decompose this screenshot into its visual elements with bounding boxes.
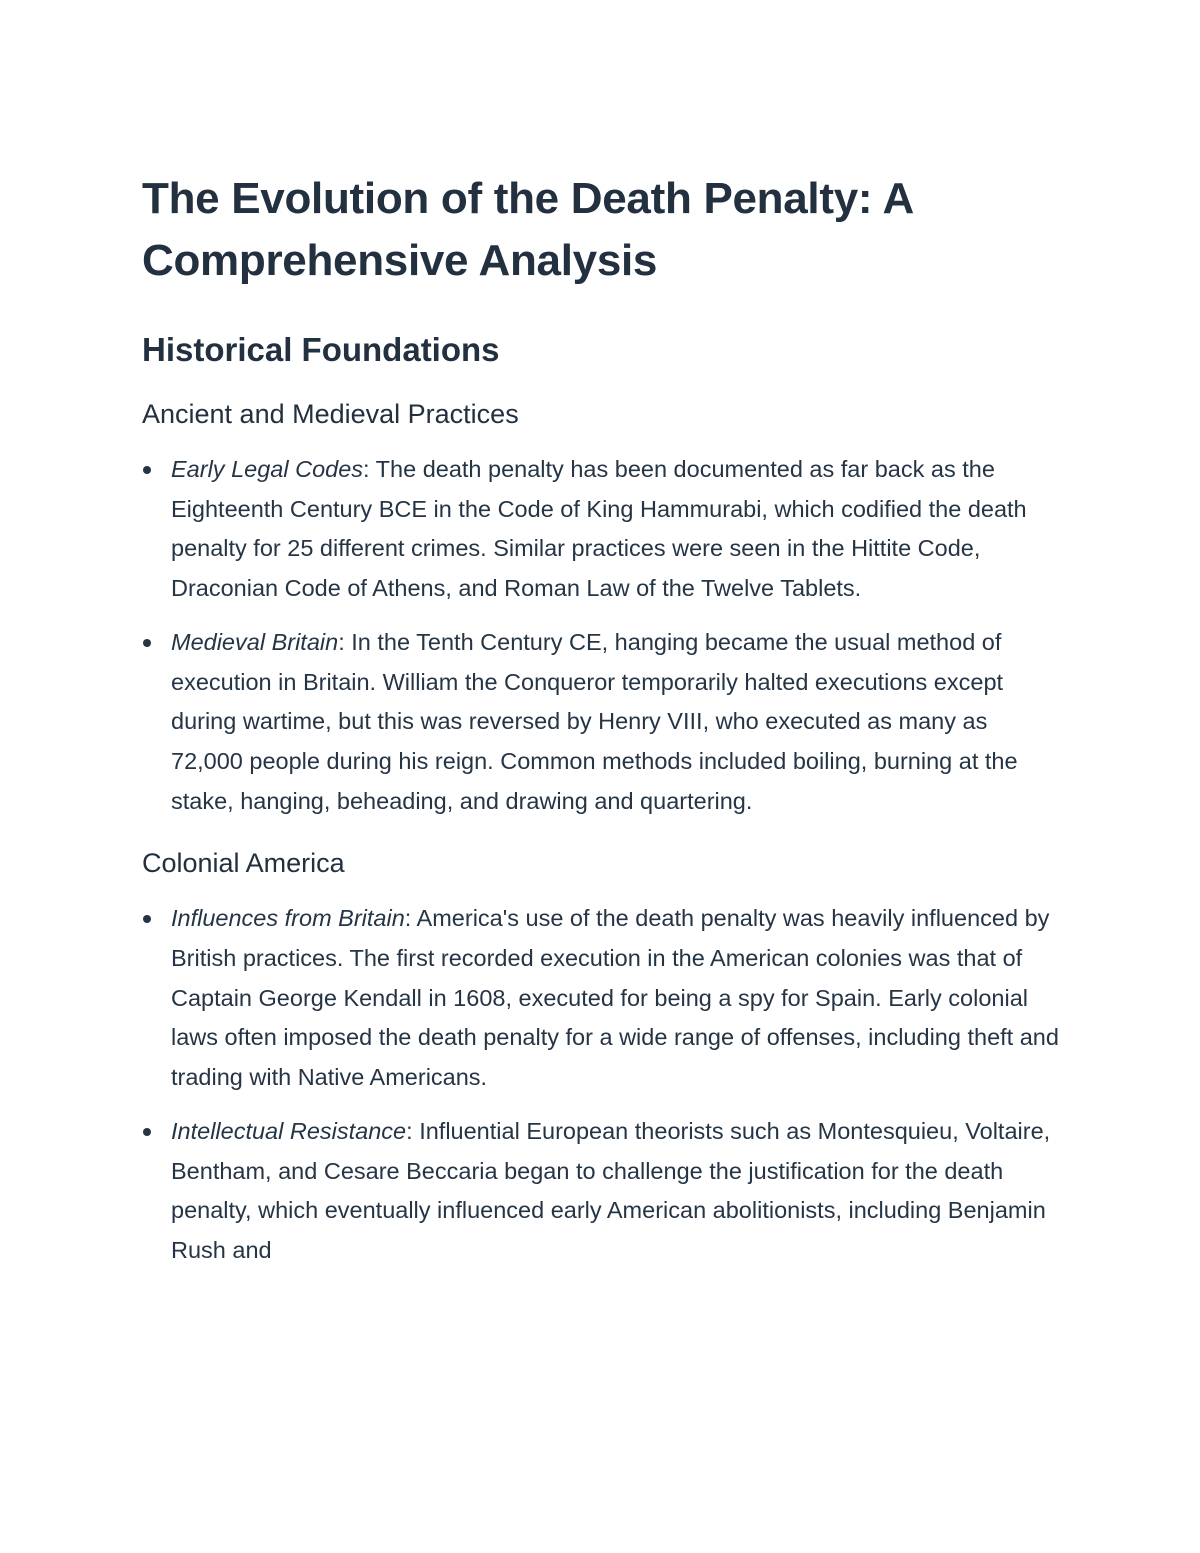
item-term: Medieval Britain (171, 628, 339, 655)
item-text: : The death penalty has been documented as far back as the Eighteenth Century BCE in the Code of King Hammurabi, which codified the death penalty for 25 different crimes. Similar practices were seen in the Hittite Code, Draconian Code of Athens, and Roman Law of the Twelve Tablets. (171, 456, 1027, 602)
bullet-dot-icon (143, 466, 151, 474)
bullet-list-ancient-medieval (142, 450, 1062, 821)
item-text: : Influential European theorists such as Montesquieu, Voltaire, Bentham, and Cesare Beccaria began to challenge the justification for the death penalty, which eventually influenced early American abolitionists, including Benjamin Rush and (171, 1117, 1051, 1263)
item-term: Early Legal Codes (171, 456, 364, 482)
item-text: : In the Tenth Century CE, hanging became the usual method of execution in Britain. William the Conqueror temporarily halted executions except during wartime, but this was reversed by Henry VIII, who executed as many as 72,000 people during his reign. Common methods included boiling, burning at the stake, hanging, beheading, and drawing and quartering. (171, 628, 1018, 814)
item-text: : America's use of the death penalty was heavily influenced by British practices. The first recorded execution in the American colonies was that of Captain George Kendall in 1608, executed for being a spy for Spain. Early colonial laws often imposed the death penalty for a wide range of offenses, including theft and trading with Native Americans. (171, 905, 1059, 1091)
section-heading-historical-foundations: Historical Foundations (142, 331, 500, 368)
document-title: The Evolution of the Death Penalty: A Comprehensive Analysis (142, 174, 913, 285)
bullet-dot-icon (143, 639, 151, 647)
list-item (142, 450, 1062, 609)
subsection-heading-ancient-medieval: Ancient and Medieval Practices (142, 399, 519, 429)
list-item (142, 1112, 1062, 1271)
item-term: Intellectual Resistance (171, 1117, 407, 1144)
document-page (142, 168, 1062, 1285)
bullet-dot-icon (143, 1128, 151, 1136)
bullet-list-colonial-america (142, 899, 1062, 1270)
list-item (142, 623, 1062, 822)
list-item (142, 899, 1062, 1098)
bullet-dot-icon (143, 915, 151, 923)
subsection-heading-colonial-america: Colonial America (142, 848, 345, 879)
item-term: Influences from Britain (171, 905, 405, 932)
